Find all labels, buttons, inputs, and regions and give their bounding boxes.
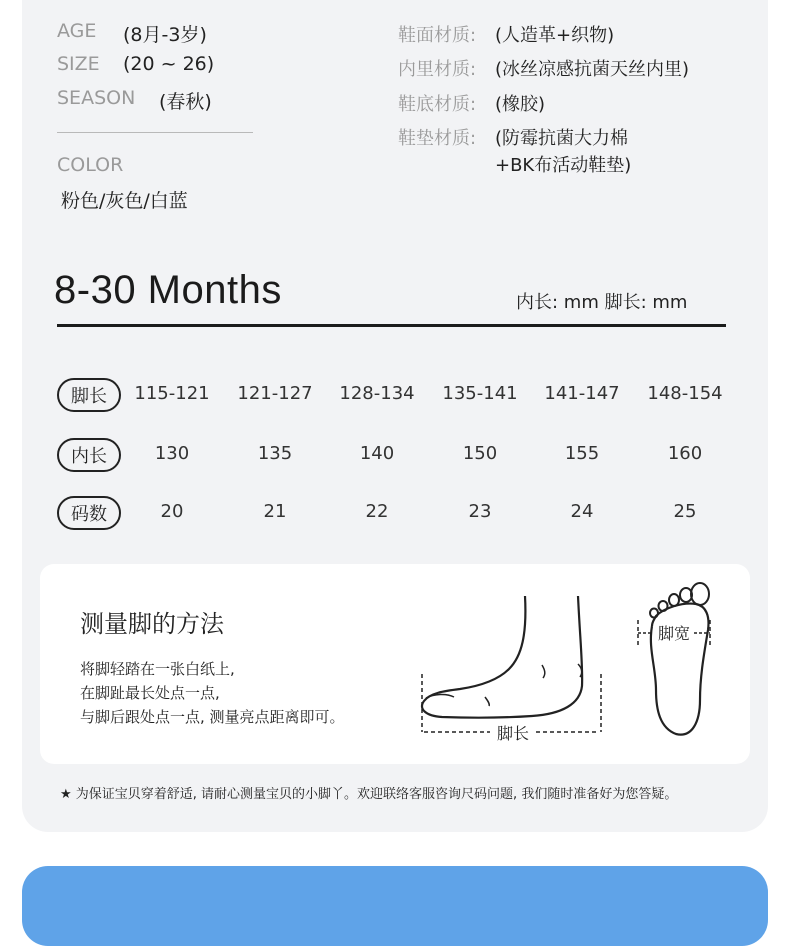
foot-width-label: 脚宽 (657, 624, 691, 643)
measure-guide-panel (40, 564, 750, 764)
material-sole-label: 鞋底材质: (398, 94, 477, 115)
size-cell: 121-127 (237, 383, 313, 404)
foot-sole-illustration (634, 580, 724, 750)
spec-size-label: SIZE (57, 53, 100, 75)
foot-side-illustration (412, 594, 622, 754)
size-cell: 135 (257, 443, 293, 464)
footer-note: ★ 为保证宝贝穿着舒适, 请耐心测量宝贝的小脚丫。欢迎联络客服咨询尺码问题, 我们随时准备好为您答疑。 (60, 787, 678, 802)
size-cell: 128-134 (339, 383, 415, 404)
size-cell: 150 (462, 443, 498, 464)
row-label-shoe-size: 码数 (57, 496, 121, 530)
spec-color-label: COLOR (57, 154, 124, 176)
row-label-foot-length: 脚长 (57, 378, 121, 412)
spec-divider (57, 132, 253, 133)
size-cell: 141-147 (544, 383, 620, 404)
size-cell: 155 (564, 443, 600, 464)
spec-age-label: AGE (57, 20, 97, 42)
size-cell: 23 (468, 501, 492, 522)
size-chart-unit-note: 内长: mm 脚长: mm (516, 292, 688, 313)
spec-season-label: SEASON (57, 87, 136, 109)
material-sole-value: (橡胶) (495, 94, 546, 115)
size-row-foot-length (0, 374, 790, 414)
material-lining-label: 内里材质: (398, 59, 477, 80)
size-cell: 130 (154, 443, 190, 464)
next-section-banner (22, 866, 768, 946)
spec-season-value: (春秋) (159, 91, 212, 113)
material-lining-value: (冰丝凉感抗菌天丝内里) (495, 59, 690, 80)
size-cell: 22 (365, 501, 389, 522)
size-cell: 24 (570, 501, 594, 522)
size-row-inner-length (0, 434, 790, 474)
size-cell: 20 (160, 501, 184, 522)
measure-guide-line: 与脚后跟处点一点, 测量亮点距离即可。 (80, 708, 345, 726)
size-cell: 21 (263, 501, 287, 522)
material-upper-value: (人造革+织物) (495, 25, 615, 46)
spec-age-value: (8月-3岁) (123, 24, 207, 46)
measure-guide-line: 在脚趾最长处点一点, (80, 684, 220, 702)
material-insole-label: 鞋垫材质: (398, 128, 477, 149)
size-row-shoe-size (0, 492, 790, 532)
measure-guide-line: 将脚轻踏在一张白纸上, (80, 660, 235, 678)
spec-color-value-text: 粉色/灰色/白蓝 (61, 190, 188, 212)
size-cell: 148-154 (647, 383, 723, 404)
size-chart-divider (57, 324, 726, 327)
size-cell: 25 (673, 501, 697, 522)
material-upper-label: 鞋面材质: (398, 25, 477, 46)
row-label-inner-length: 内长 (57, 438, 121, 472)
size-chart-title: 8-30 Months (54, 268, 282, 312)
material-insole-value-line1: (防霉抗菌大力棉 (495, 128, 629, 149)
size-cell: 135-141 (442, 383, 518, 404)
spec-size-value: (20 ~ 26) (123, 53, 215, 75)
material-insole-value-line2: +BK布活动鞋垫) (495, 155, 632, 176)
measure-guide-title: 测量脚的方法 (80, 610, 224, 638)
size-cell: 160 (667, 443, 703, 464)
size-cell: 140 (359, 443, 395, 464)
foot-length-label: 脚长 (496, 724, 530, 743)
size-cell: 115-121 (134, 383, 210, 404)
